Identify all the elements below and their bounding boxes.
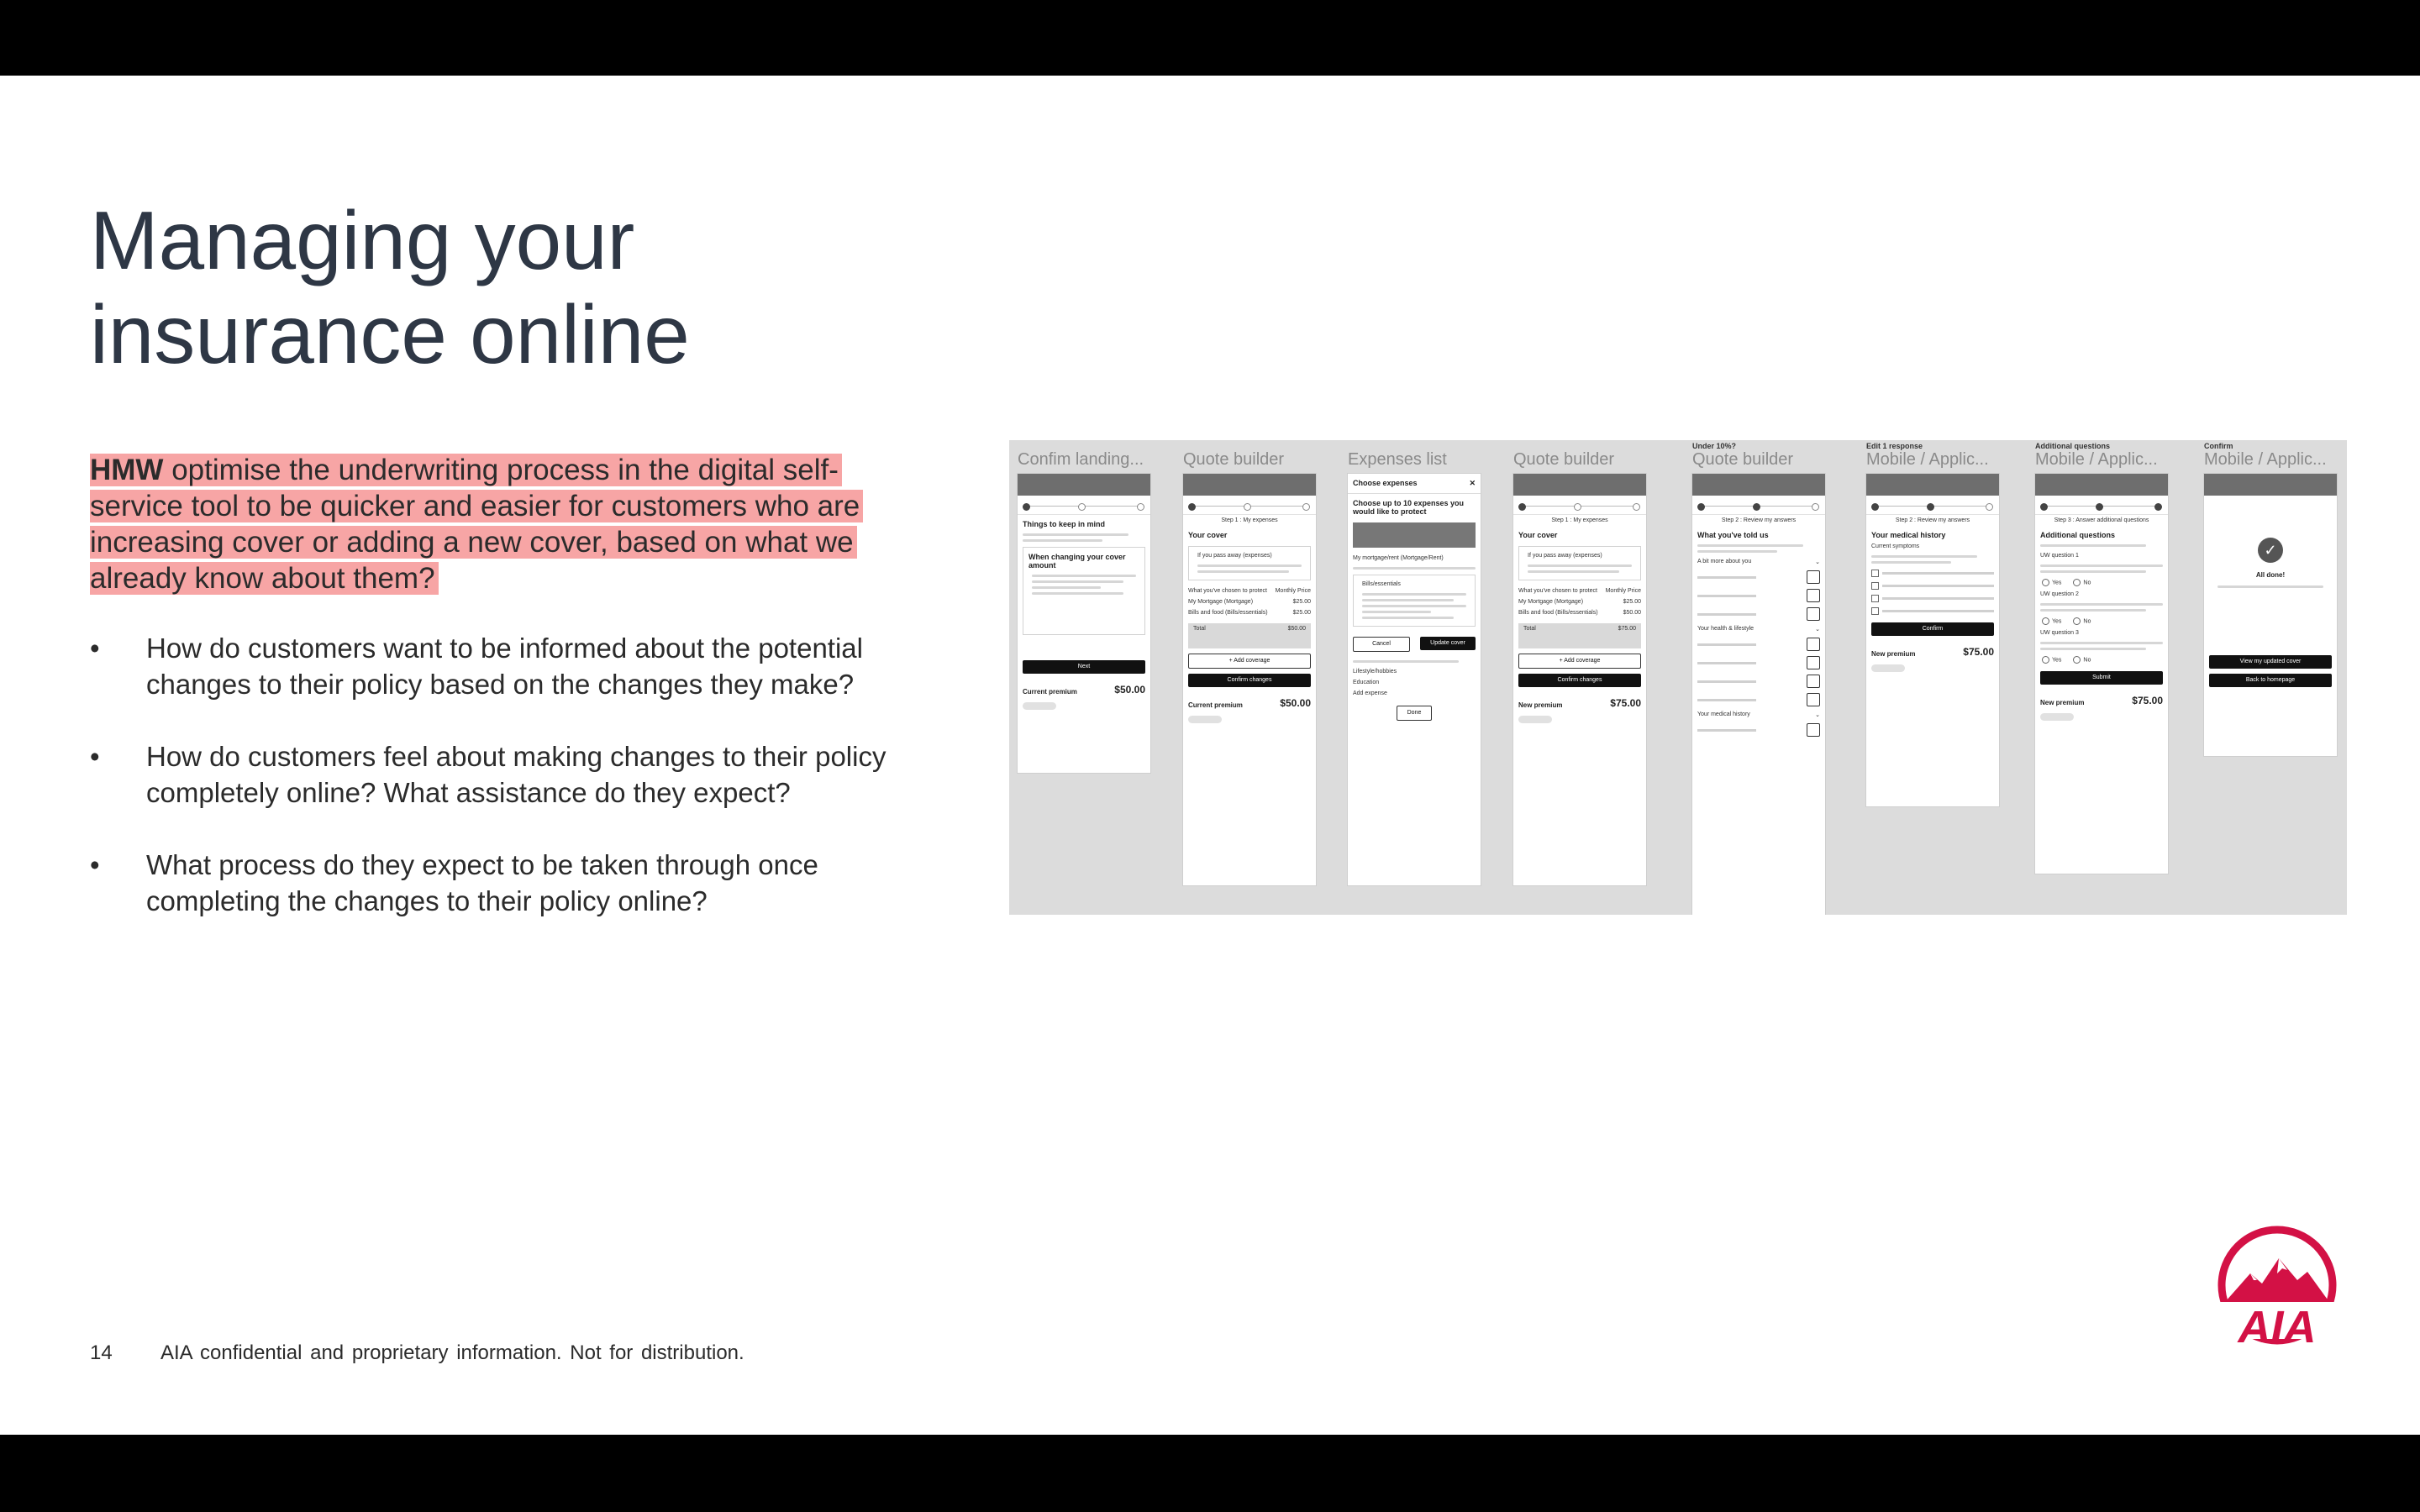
header-bar [1018,474,1150,496]
hmw-bold: HMW [90,454,164,486]
wireframe-label: Mobile / Applic... [2204,450,2327,469]
close-icon[interactable]: ✕ [1469,479,1476,487]
submit-button[interactable]: Submit [2040,671,2163,685]
wireframe-screen: Choose expenses ✕ Choose up to 10 expenses you would like to protect My mortgage/rent (Mortgage/Rent) Bills/essentials Cancel Update cover Lifestyle/hobbies Education Add expense Done [1348,474,1481,885]
slide [0,76,2420,1435]
wireframe-screen: Step 1 : My expenses Your cover If you pass away (expenses) What you've chosen to protect Monthly Price My Mortgage (Mortgage) $25.00 Bills and food (Bills/essentials) $50.00 Total $75.00 + Add coverage Confirm changes New premium $75.00 [1513,474,1646,885]
card-title: When changing your cover amount [1028,553,1126,570]
bullet-icon: • [90,849,100,880]
done-message: ✓ All done! [2204,496,2337,588]
premium-row: Current premium $50.00 [1023,684,1145,696]
hmw-statement [90,452,897,596]
logo-text: AIA [2238,1302,2317,1352]
wireframe-label: Mobile / Applic... [2035,450,2158,469]
page-number: 14 [90,1341,113,1364]
total-row: Total $50.00 [1188,623,1311,648]
next-button[interactable]: Next [1023,660,1145,674]
modal-title: Choose expenses [1353,479,1418,487]
wireframe-strip [1009,440,2347,915]
edit-icon[interactable] [1807,675,1820,688]
wireframe-label: Mobile / Applic... [1866,450,1989,469]
wireframe-tag: Edit 1 response [1866,442,1923,450]
list-item [90,738,897,811]
wireframe-tag: Under 10%? [1692,442,1737,450]
confirm-button[interactable]: Confirm [1871,622,1994,636]
hmw-text: optimise the underwriting process in the digital self-service tool to be quicker and easier for customers who are increasing cover or adding a new cover, based on what we already know about them? [90,454,860,595]
screen-heading: Things to keep in mind [1023,520,1106,528]
bullet-icon: • [90,633,100,664]
edit-icon[interactable] [1807,607,1820,621]
bullet-text: What process do they expect to be taken through once completing the changes to their policy online? [146,849,818,916]
list-item [90,630,897,702]
update-cover-button[interactable]: Update cover [1420,637,1476,650]
confirm-changes-button[interactable]: Confirm changes [1188,674,1311,687]
wireframe-screen: Step 2 : Review my answers Your medical history Current symptoms Confirm New premium $75.00 [1866,474,1999,806]
wireframe-label: Quote builder [1183,450,1285,469]
view-cover-button[interactable]: View my updated cover [2209,655,2332,669]
back-homepage-button[interactable]: Back to homepage [2209,674,2332,687]
wireframe-screen: Step 1 : My expenses Your cover If you pass away (expenses) What you've chosen to protect Monthly Price My Mortgage (Mortgage) $25.00 Bills and food (Bills/essentials) $25.00 Total $50.00 + Add coverage Confirm changes Current premium $50.00 [1183,474,1316,885]
wireframe-screen: Step 2 : Review my answers What you've told us A bit more about you ⌄ Your health & lifestyle ⌄ Your medical history ⌄ [1692,474,1825,915]
wireframe-label: Confim landing... [1018,450,1144,469]
title-line-2: insurance online [90,288,690,381]
add-coverage-button[interactable]: + Add coverage [1188,654,1311,669]
list-item [90,847,897,919]
info-card [1023,547,1145,635]
wireframe-tag: Additional questions [2035,442,2110,450]
hmw-highlight [90,454,863,595]
edit-icon[interactable] [1807,656,1820,669]
page-title [90,193,690,381]
wireframe-screen [1018,474,1150,773]
confirm-changes-button[interactable]: Confirm changes [1518,674,1641,687]
aia-logo [2210,1225,2344,1359]
progress-stepper [1018,496,1150,515]
done-button[interactable]: Done [1397,706,1432,721]
edit-icon[interactable] [1807,723,1820,737]
confidentiality-note: AIA confidential and proprietary information. Not for distribution. [160,1341,744,1364]
edit-icon[interactable] [1807,638,1820,651]
research-questions [90,630,897,955]
modal-header [1348,474,1481,494]
wireframe-label: Expenses list [1348,450,1447,469]
title-line-1: Managing your [90,194,635,286]
wireframe-screen: Step 3 : Answer additional questions Additional questions UW question 1 Yes No UW question 2 Yes No UW question 3 Yes No Submit New premium $75.00 [2035,474,2168,874]
add-coverage-button[interactable]: + Add coverage [1518,654,1641,669]
cancel-button[interactable]: Cancel [1353,637,1410,652]
check-icon: ✓ [2258,538,2283,563]
bullet-icon: • [90,741,100,772]
bullet-text: How do customers want to be informed about the potential changes to their policy based on the changes they make? [146,633,863,700]
wireframe-label: Quote builder [1513,450,1615,469]
bullet-text: How do customers feel about making changes to their policy completely online? What assistance do they expect? [146,741,886,808]
edit-icon[interactable] [1807,570,1820,584]
wireframe-screen [2204,474,2337,756]
wireframe-tag: Confirm [2204,442,2233,450]
edit-icon[interactable] [1807,589,1820,602]
modal-actions [1348,632,1481,657]
wireframe-label: Quote builder [1692,450,1794,469]
edit-icon[interactable] [1807,693,1820,706]
